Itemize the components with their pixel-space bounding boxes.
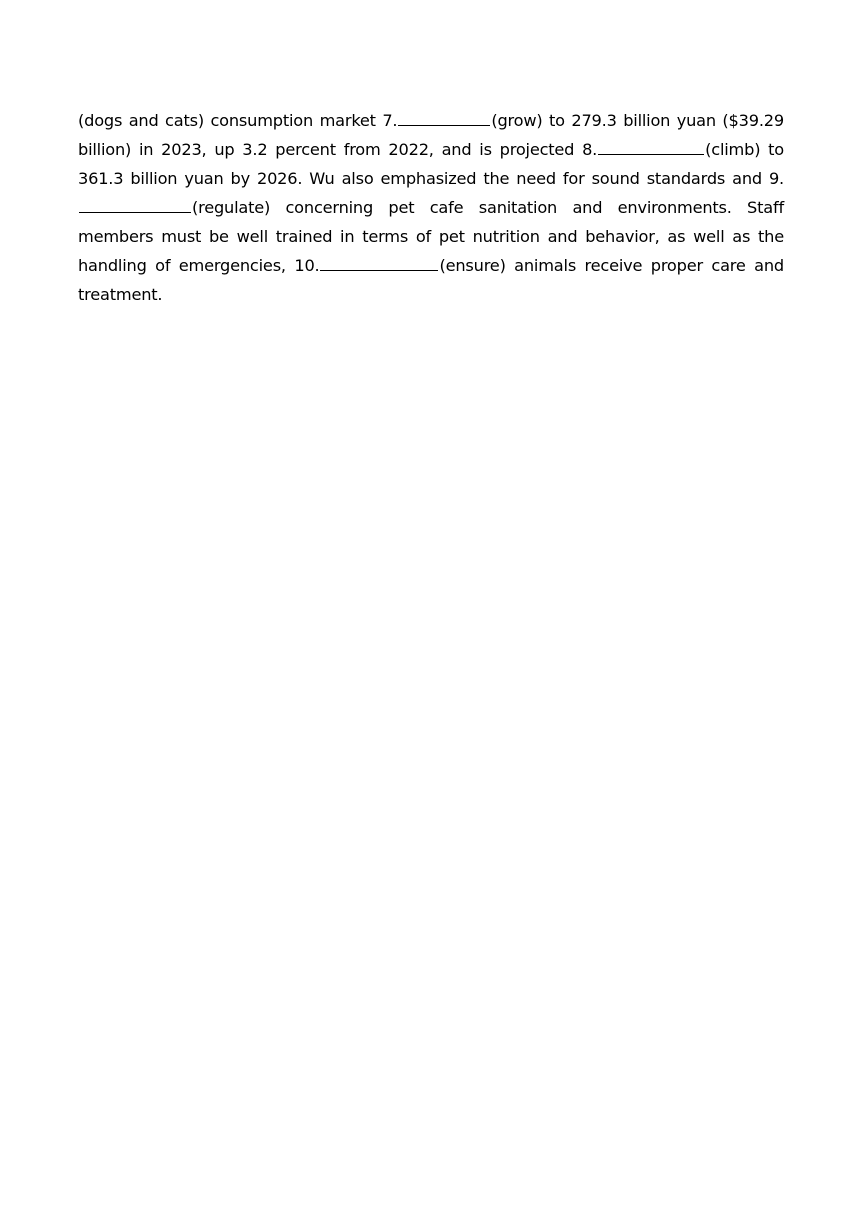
- passage-paragraph: [78, 106, 784, 309]
- passage-text-5: (ensure) animals receive proper care and treatment.: [78, 256, 784, 304]
- passage-text-2: (grow) to 279.3 billion yuan ($39.29 billion) in 2023, up 3.2 percent from 2022, and is projected 8.: [78, 111, 784, 159]
- answer-blank-7: [398, 108, 490, 126]
- answer-blank-9: [79, 195, 191, 213]
- passage-text-4: (regulate) concerning pet cafe sanitation and environments. Staff members must be well trained in terms of pet nutrition and behavior, as well as the handling of emergencies, 10.: [78, 198, 784, 275]
- answer-blank-8: [598, 137, 704, 155]
- answer-blank-10: [320, 253, 438, 271]
- passage-text-1: (dogs and cats) consumption market 7.: [78, 111, 398, 130]
- passage-text-3: (climb) to 361.3 billion yuan by 2026. Wu also emphasized the need for sound standards and 9.: [78, 140, 784, 188]
